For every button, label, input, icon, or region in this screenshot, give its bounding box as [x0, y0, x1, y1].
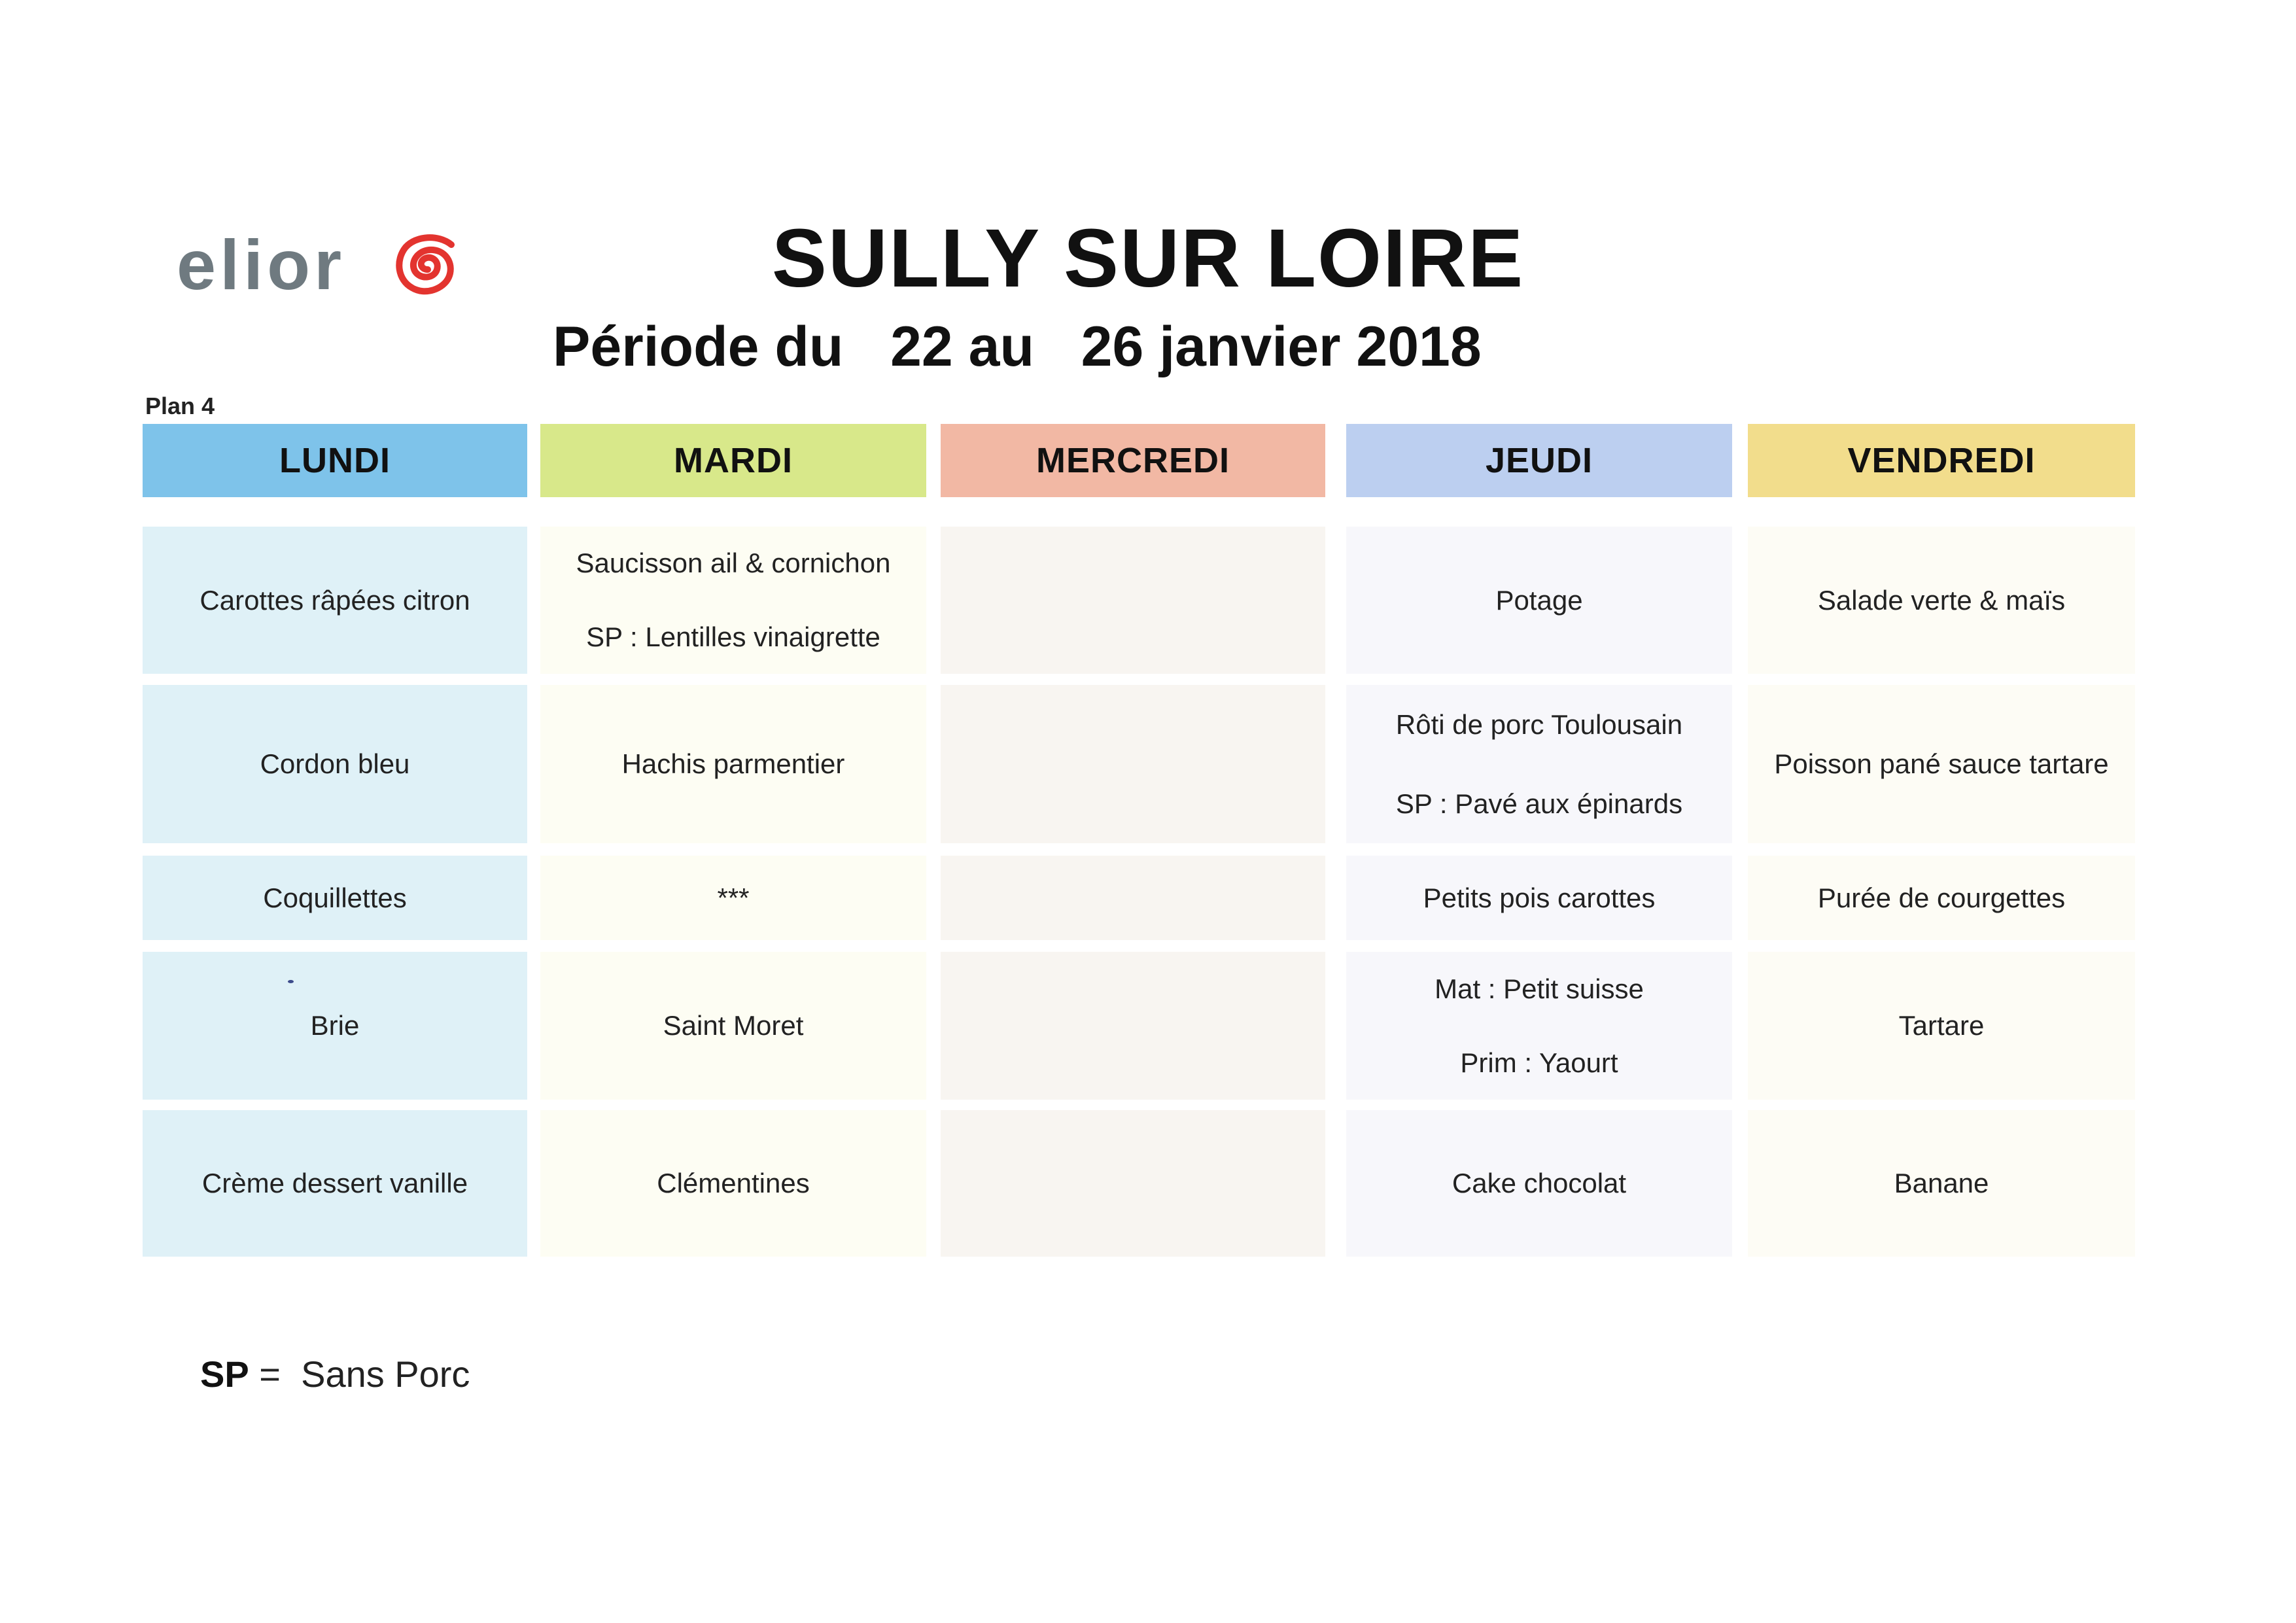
- menu-item: SP : Lentilles vinaigrette: [586, 621, 880, 652]
- legend-key: SP: [200, 1353, 249, 1395]
- menu-item: Saint Moret: [663, 1010, 804, 1041]
- menu-cell-lundi-5: [143, 1110, 527, 1257]
- menu-item: Prim : Yaourt: [1460, 1047, 1618, 1078]
- menu-cell-lundi-4: [143, 952, 527, 1100]
- menu-item: Coquillettes: [263, 882, 407, 913]
- legend-value: Sans Porc: [290, 1353, 470, 1395]
- menu-cell-jeudi-4: [1346, 952, 1732, 1100]
- menu-item: Tartare: [1898, 1010, 1985, 1041]
- menu-cell-jeudi-1: [1346, 527, 1732, 674]
- menu-cell-lundi-3: [143, 856, 527, 940]
- period-subtitle: Période du 22 au 26 janvier 2018: [553, 315, 1482, 378]
- legend: [200, 1352, 470, 1397]
- menu-item: Crème dessert vanille: [201, 1168, 468, 1198]
- menu-item: Carottes râpées citron: [200, 584, 470, 616]
- menu-cell-lundi-2: [143, 685, 527, 843]
- day-header-vendredi: VENDREDI: [1748, 424, 2135, 497]
- menu-cell-vendredi-1: [1748, 527, 2135, 674]
- menu-cell-vendredi-3: [1748, 856, 2135, 940]
- menu-item: Rôti de porc Toulousain: [1395, 708, 1683, 740]
- menu-item: Cake chocolat: [1452, 1168, 1627, 1198]
- menu-cell-mardi-2: [540, 685, 926, 843]
- menu-item: Purée de courgettes: [1817, 882, 2066, 913]
- menu-item: Mat : Petit suisse: [1435, 973, 1644, 1004]
- menu-cell-jeudi-3: [1346, 856, 1732, 940]
- page-title: SULLY SUR LOIRE: [771, 212, 1525, 304]
- menu-cell-mercredi-1: [941, 527, 1325, 674]
- menu-item: Cordon bleu: [260, 748, 410, 779]
- day-header-jeudi: JEUDI: [1346, 424, 1732, 497]
- menu-cell-mercredi-5: [941, 1110, 1325, 1257]
- logo-text: elior: [177, 225, 346, 304]
- menu-cell-mardi-4: [540, 952, 926, 1100]
- menu-item: Banane: [1894, 1168, 1989, 1198]
- menu-item: Petits pois carottes: [1423, 882, 1656, 913]
- scan-speck: [288, 980, 294, 983]
- menu-cell-mercredi-2: [941, 685, 1325, 843]
- day-header-lundi: LUNDI: [143, 424, 527, 497]
- menu-cell-mardi-1: [540, 527, 926, 674]
- menu-cell-vendredi-5: [1748, 1110, 2135, 1257]
- day-header-mercredi: MERCREDI: [941, 424, 1325, 497]
- menu-cell-mercredi-3: [941, 856, 1325, 940]
- menu-cell-jeudi-2: [1346, 685, 1732, 843]
- menu-item: Salade verte & maïs: [1817, 584, 2066, 616]
- menu-cell-vendredi-4: [1748, 952, 2135, 1100]
- plan-label: Plan 4: [145, 393, 215, 419]
- menu-cell-vendredi-2: [1748, 685, 2135, 843]
- day-header-mardi: MARDI: [540, 424, 926, 497]
- menu-item: Brie: [310, 1010, 360, 1041]
- menu-item: Potage: [1495, 584, 1583, 616]
- menu-item: SP : Pavé aux épinards: [1395, 788, 1683, 819]
- menu-item: ***: [717, 882, 750, 913]
- menu-item: Hachis parmentier: [621, 748, 845, 779]
- menu-cell-jeudi-5: [1346, 1110, 1732, 1257]
- menu-item: Clémentines: [657, 1168, 810, 1198]
- menu-item: Saucisson ail & cornichon: [576, 548, 891, 579]
- menu-cell-mercredi-4: [941, 952, 1325, 1100]
- menu-item: Poisson pané sauce tartare: [1774, 748, 2109, 779]
- legend-separator: =: [249, 1353, 291, 1395]
- menu-cell-mardi-3: [540, 856, 926, 940]
- menu-cell-mardi-5: [540, 1110, 926, 1257]
- menu-cell-lundi-1: [143, 527, 527, 674]
